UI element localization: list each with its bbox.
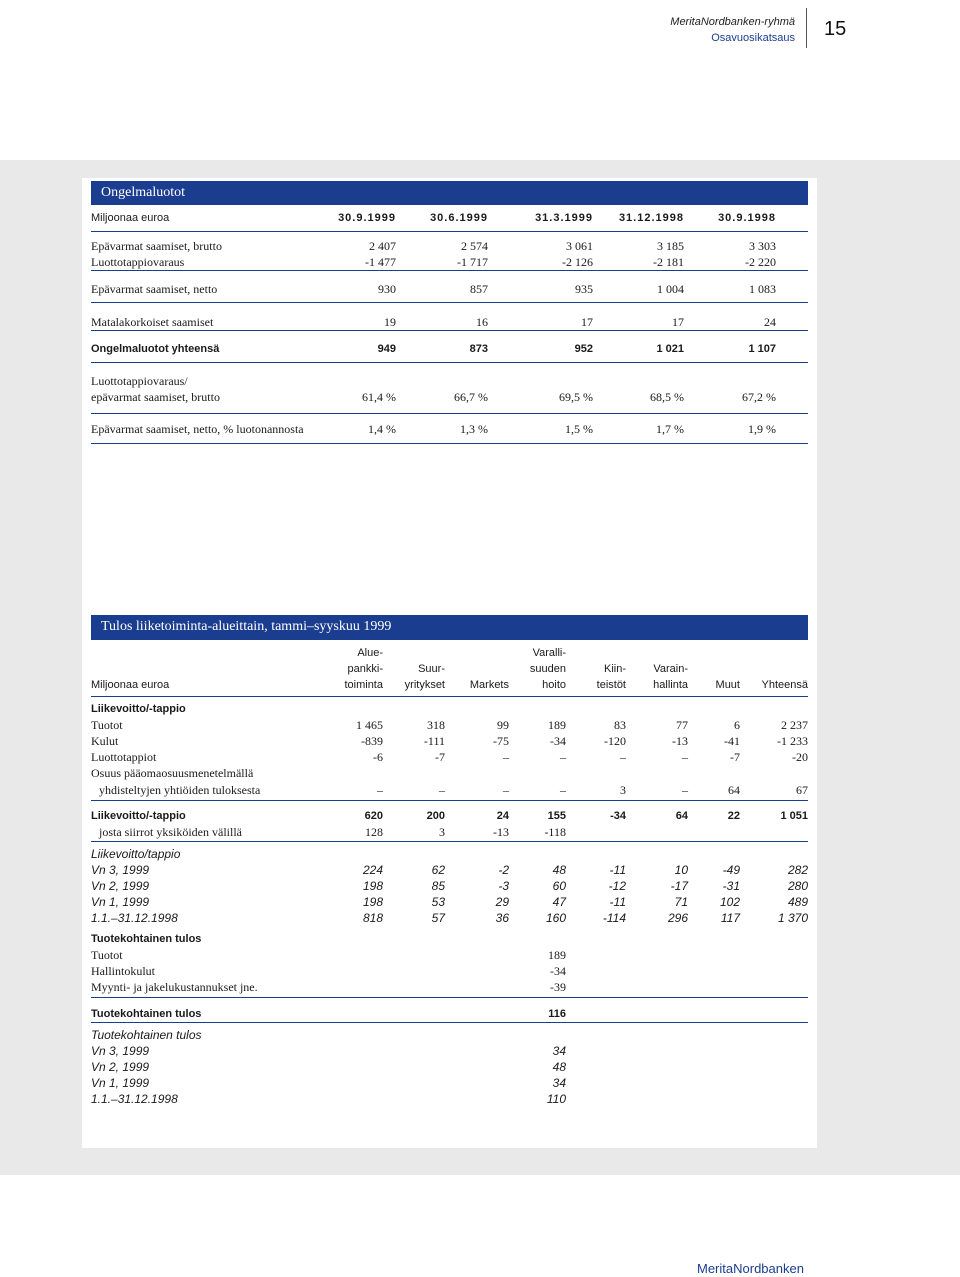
cell-value: – bbox=[503, 783, 509, 797]
cell-value: -34 bbox=[610, 810, 626, 822]
row-label: Tuotot bbox=[91, 948, 123, 962]
cell-value: 48 bbox=[552, 863, 566, 877]
cell-value: -2 bbox=[498, 863, 509, 877]
column-header: yritykset bbox=[404, 679, 445, 691]
table-row bbox=[91, 910, 808, 926]
table-row bbox=[91, 389, 808, 405]
cell-value: 71 bbox=[674, 895, 688, 909]
cell-value: -75 bbox=[493, 734, 509, 748]
column-header: pankki- bbox=[347, 663, 383, 675]
column-header: hoito bbox=[542, 679, 566, 691]
cell-value: 53 bbox=[431, 895, 445, 909]
table-row bbox=[91, 1006, 808, 1022]
tulos-header-row bbox=[91, 661, 808, 677]
unit-label: Miljoonaa euroa bbox=[91, 212, 170, 224]
table-row bbox=[91, 824, 808, 840]
column-header: hallinta bbox=[653, 679, 688, 691]
row-label: Myynti- ja jakelukustannukset jne. bbox=[91, 980, 258, 994]
cell-value: 930 bbox=[378, 282, 396, 296]
table-row bbox=[91, 1075, 808, 1091]
cell-value: 34 bbox=[552, 1076, 566, 1090]
cell-value: – bbox=[682, 783, 688, 797]
cell-value: 29 bbox=[495, 895, 509, 909]
cell-value: 2 407 bbox=[369, 239, 396, 253]
cell-value: -111 bbox=[423, 734, 445, 748]
row-divider bbox=[91, 302, 808, 303]
cell-value: 620 bbox=[364, 810, 383, 822]
row-label: Tuotot bbox=[91, 718, 123, 732]
cell-value: 3 061 bbox=[566, 239, 593, 253]
cell-value: -20 bbox=[792, 750, 808, 764]
cell-value: 67 bbox=[796, 783, 808, 797]
cell-value: – bbox=[377, 783, 383, 797]
cell-value: -120 bbox=[604, 734, 626, 748]
cell-value: 2 237 bbox=[781, 718, 808, 732]
cell-value: -114 bbox=[602, 911, 626, 925]
table-row bbox=[91, 931, 808, 947]
table-row bbox=[91, 238, 808, 254]
cell-value: 1 370 bbox=[777, 911, 808, 925]
cell-value: 489 bbox=[787, 895, 808, 909]
table-row bbox=[91, 765, 808, 781]
table-row bbox=[91, 717, 808, 733]
cell-value: -3 bbox=[498, 879, 509, 893]
cell-value: 198 bbox=[362, 879, 383, 893]
table-row bbox=[91, 281, 808, 297]
cell-value: 873 bbox=[469, 343, 488, 355]
table-row bbox=[91, 878, 808, 894]
cell-value: 1 051 bbox=[780, 810, 808, 822]
cell-value: 198 bbox=[362, 895, 383, 909]
row-divider bbox=[91, 443, 808, 444]
row-label: Tuotekohtainen tulos bbox=[91, 1028, 202, 1042]
table-row bbox=[91, 894, 808, 910]
cell-value: -31 bbox=[722, 879, 740, 893]
cell-value: 64 bbox=[728, 783, 740, 797]
column-header: toiminta bbox=[344, 679, 383, 691]
row-label: Epävarmat saamiset, netto bbox=[91, 282, 218, 296]
row-label: Kulut bbox=[91, 734, 119, 748]
column-header: suuden bbox=[529, 663, 566, 675]
cell-value: 36 bbox=[495, 911, 509, 925]
cell-value: 17 bbox=[672, 315, 684, 329]
cell-value: -7 bbox=[435, 750, 445, 764]
cell-value: 3 bbox=[439, 825, 445, 839]
row-label: Vn 3, 1999 bbox=[91, 863, 150, 877]
row-label: Tuotekohtainen tulos bbox=[91, 1008, 202, 1020]
cell-value: 77 bbox=[676, 718, 688, 732]
cell-value: 1 004 bbox=[657, 282, 684, 296]
table-row bbox=[91, 1059, 808, 1075]
cell-value: -1 233 bbox=[777, 734, 808, 748]
cell-value: 280 bbox=[787, 879, 808, 893]
row-label: Vn 3, 1999 bbox=[91, 1044, 150, 1058]
cell-value: 6 bbox=[734, 718, 740, 732]
cell-value: -41 bbox=[724, 734, 740, 748]
row-label: Osuus pääomaosuusmenetelmällä bbox=[91, 766, 254, 780]
cell-value: 24 bbox=[496, 810, 509, 822]
row-divider bbox=[91, 997, 808, 998]
cell-value: 110 bbox=[546, 1092, 566, 1106]
row-divider bbox=[91, 330, 808, 331]
page-number: 15 bbox=[824, 18, 847, 40]
ongelmaluotot-header-row bbox=[91, 210, 808, 226]
cell-value: -2 181 bbox=[653, 255, 684, 269]
cell-value: 3 bbox=[620, 783, 626, 797]
cell-value: 282 bbox=[787, 863, 808, 877]
row-label: Luottotappiovaraus/ bbox=[91, 374, 188, 388]
column-header: Muut bbox=[715, 679, 740, 691]
table-row bbox=[91, 421, 808, 437]
tulos-title: Tulos liiketoiminta-alueittain, tammi–syyskuu 1999 bbox=[91, 615, 808, 640]
cell-value: 16 bbox=[476, 315, 488, 329]
table-row bbox=[91, 1027, 808, 1043]
row-label: Vn 1, 1999 bbox=[91, 1076, 150, 1090]
cell-value: 62 bbox=[431, 863, 445, 877]
row-label: Liikevoitto/-tappio bbox=[91, 810, 186, 822]
cell-value: 935 bbox=[575, 282, 593, 296]
cell-value: 24 bbox=[764, 315, 776, 329]
cell-value: 2 574 bbox=[461, 239, 488, 253]
table-row bbox=[91, 749, 808, 765]
cell-value: 22 bbox=[727, 810, 740, 822]
column-header: 30.9.1998 bbox=[718, 212, 776, 224]
cell-value: – bbox=[560, 783, 566, 797]
cell-value: -49 bbox=[722, 863, 740, 877]
cell-value: 128 bbox=[365, 825, 383, 839]
cell-value: 952 bbox=[574, 343, 593, 355]
row-divider bbox=[91, 413, 808, 414]
cell-value: 116 bbox=[548, 1008, 566, 1020]
table-row bbox=[91, 373, 808, 389]
cell-value: -6 bbox=[373, 750, 383, 764]
column-header: 31.12.1998 bbox=[618, 212, 684, 224]
table-row bbox=[91, 254, 808, 270]
cell-value: – bbox=[503, 750, 509, 764]
cell-value: -7 bbox=[730, 750, 740, 764]
cell-value: 224 bbox=[362, 863, 383, 877]
table-row bbox=[91, 782, 808, 798]
cell-value: 48 bbox=[552, 1060, 566, 1074]
report-subtitle: Osavuosikatsaus bbox=[711, 32, 795, 44]
cell-value: 1,7 % bbox=[656, 422, 684, 436]
header-divider-line bbox=[91, 231, 808, 232]
cell-value: 1 107 bbox=[748, 343, 776, 355]
cell-value: 60 bbox=[552, 879, 566, 893]
tulos-header-row bbox=[91, 645, 808, 661]
cell-value: -2 220 bbox=[745, 255, 776, 269]
row-label: Luottotappiovaraus bbox=[91, 255, 185, 269]
cell-value: 69,5 % bbox=[559, 390, 593, 404]
column-header: Markets bbox=[469, 679, 509, 691]
brand-name: MeritaNordbanken-ryhmä bbox=[670, 16, 795, 28]
cell-value: 64 bbox=[675, 810, 688, 822]
row-label: Hallintokulut bbox=[91, 964, 155, 978]
cell-value: 34 bbox=[552, 1044, 566, 1058]
cell-value: 1,4 % bbox=[368, 422, 396, 436]
row-label: Tuotekohtainen tulos bbox=[91, 933, 202, 945]
row-label: Vn 2, 1999 bbox=[91, 879, 150, 893]
row-label: Liikevoitto/-tappio bbox=[91, 703, 186, 715]
column-header: 30.6.1999 bbox=[430, 212, 488, 224]
cell-value: 857 bbox=[470, 282, 488, 296]
table-row bbox=[91, 963, 808, 979]
cell-value: -11 bbox=[609, 863, 626, 877]
cell-value: -1 477 bbox=[365, 255, 396, 269]
cell-value: 296 bbox=[667, 911, 688, 925]
column-header: Yhteensä bbox=[761, 679, 808, 691]
table-row bbox=[91, 846, 808, 862]
cell-value: 1 465 bbox=[356, 718, 383, 732]
row-label: 1.1.–31.12.1998 bbox=[91, 1092, 178, 1106]
cell-value: 1 083 bbox=[749, 282, 776, 296]
cell-value: – bbox=[620, 750, 626, 764]
cell-value: 189 bbox=[548, 718, 566, 732]
cell-value: 818 bbox=[362, 911, 383, 925]
cell-value: -13 bbox=[672, 734, 688, 748]
column-header: Alue- bbox=[357, 647, 383, 659]
row-label: yhdisteltyjen yhtiöiden tuloksesta bbox=[99, 783, 261, 797]
cell-value: 189 bbox=[548, 948, 566, 962]
row-label: Ongelmaluotot yhteensä bbox=[91, 343, 220, 355]
cell-value: 155 bbox=[547, 810, 566, 822]
ongelmaluotot-title: Ongelmaluotot bbox=[91, 181, 808, 205]
row-label: Vn 2, 1999 bbox=[91, 1060, 150, 1074]
cell-value: -118 bbox=[544, 825, 566, 839]
row-divider bbox=[91, 1022, 808, 1023]
cell-value: 17 bbox=[581, 315, 593, 329]
document-header bbox=[670, 14, 795, 46]
cell-value: -13 bbox=[493, 825, 509, 839]
row-divider bbox=[91, 270, 808, 271]
cell-value: -39 bbox=[550, 980, 566, 994]
row-label: josta siirrot yksiköiden välillä bbox=[99, 825, 242, 839]
column-header: Suur- bbox=[418, 663, 445, 675]
row-label: Epävarmat saamiset, brutto bbox=[91, 239, 222, 253]
cell-value: 19 bbox=[384, 315, 396, 329]
row-divider bbox=[91, 841, 808, 842]
cell-value: -12 bbox=[608, 879, 626, 893]
column-header: 31.3.1999 bbox=[535, 212, 593, 224]
row-label: Epävarmat saamiset, netto, % luotonannosta bbox=[91, 422, 304, 436]
cell-value: 160 bbox=[545, 911, 566, 925]
cell-value: 200 bbox=[426, 810, 445, 822]
cell-value: 47 bbox=[552, 895, 566, 909]
cell-value: 3 303 bbox=[749, 239, 776, 253]
cell-value: -34 bbox=[550, 964, 566, 978]
cell-value: 83 bbox=[614, 718, 626, 732]
header-divider bbox=[806, 8, 807, 48]
cell-value: 318 bbox=[427, 718, 445, 732]
tulos-header-row bbox=[91, 677, 808, 693]
row-label: Liikevoitto/tappio bbox=[91, 847, 181, 861]
cell-value: 3 185 bbox=[657, 239, 684, 253]
cell-value: 99 bbox=[497, 718, 509, 732]
cell-value: 1,3 % bbox=[460, 422, 488, 436]
column-header: Kiin- bbox=[603, 663, 626, 675]
cell-value: – bbox=[560, 750, 566, 764]
row-label: epävarmat saamiset, brutto bbox=[91, 390, 220, 404]
cell-value: -839 bbox=[361, 734, 383, 748]
row-label: Matalakorkoiset saamiset bbox=[91, 315, 214, 329]
column-header: teistöt bbox=[596, 679, 626, 691]
unit-label: Miljoonaa euroa bbox=[91, 679, 170, 691]
cell-value: -1 717 bbox=[457, 255, 488, 269]
row-divider bbox=[91, 362, 808, 363]
table-row bbox=[91, 947, 808, 963]
cell-value: 67,2 % bbox=[742, 390, 776, 404]
cell-value: 61,4 % bbox=[362, 390, 396, 404]
table-row bbox=[91, 341, 808, 357]
cell-value: 117 bbox=[720, 911, 740, 925]
cell-value: 85 bbox=[431, 879, 445, 893]
column-header: Varain- bbox=[653, 663, 688, 675]
table-row bbox=[91, 1091, 808, 1107]
cell-value: 949 bbox=[377, 343, 396, 355]
cell-value: 1,5 % bbox=[565, 422, 593, 436]
cell-value: 1,9 % bbox=[748, 422, 776, 436]
column-header: 30.9.1999 bbox=[338, 212, 396, 224]
cell-value: -11 bbox=[609, 895, 626, 909]
cell-value: 66,7 % bbox=[454, 390, 488, 404]
row-label: Vn 1, 1999 bbox=[91, 895, 150, 909]
cell-value: 57 bbox=[431, 911, 445, 925]
table-row bbox=[91, 314, 808, 330]
cell-value: – bbox=[439, 783, 445, 797]
cell-value: -17 bbox=[670, 879, 688, 893]
table-row bbox=[91, 733, 808, 749]
header-divider-line bbox=[91, 696, 808, 697]
cell-value: 10 bbox=[674, 863, 688, 877]
footer-logo: MeritaNordbanken bbox=[697, 1261, 804, 1276]
cell-value: -34 bbox=[550, 734, 566, 748]
row-divider bbox=[91, 800, 808, 801]
table-row bbox=[91, 701, 808, 717]
cell-value: 68,5 % bbox=[650, 390, 684, 404]
cell-value: – bbox=[682, 750, 688, 764]
cell-value: 102 bbox=[719, 895, 740, 909]
table-row bbox=[91, 979, 808, 995]
table-row bbox=[91, 1043, 808, 1059]
row-label: 1.1.–31.12.1998 bbox=[91, 911, 178, 925]
column-header: Varalli- bbox=[532, 647, 566, 659]
table-row bbox=[91, 862, 808, 878]
cell-value: -2 126 bbox=[562, 255, 593, 269]
row-label: Luottotappiot bbox=[91, 750, 157, 764]
table-row bbox=[91, 808, 808, 824]
cell-value: 1 021 bbox=[656, 343, 684, 355]
